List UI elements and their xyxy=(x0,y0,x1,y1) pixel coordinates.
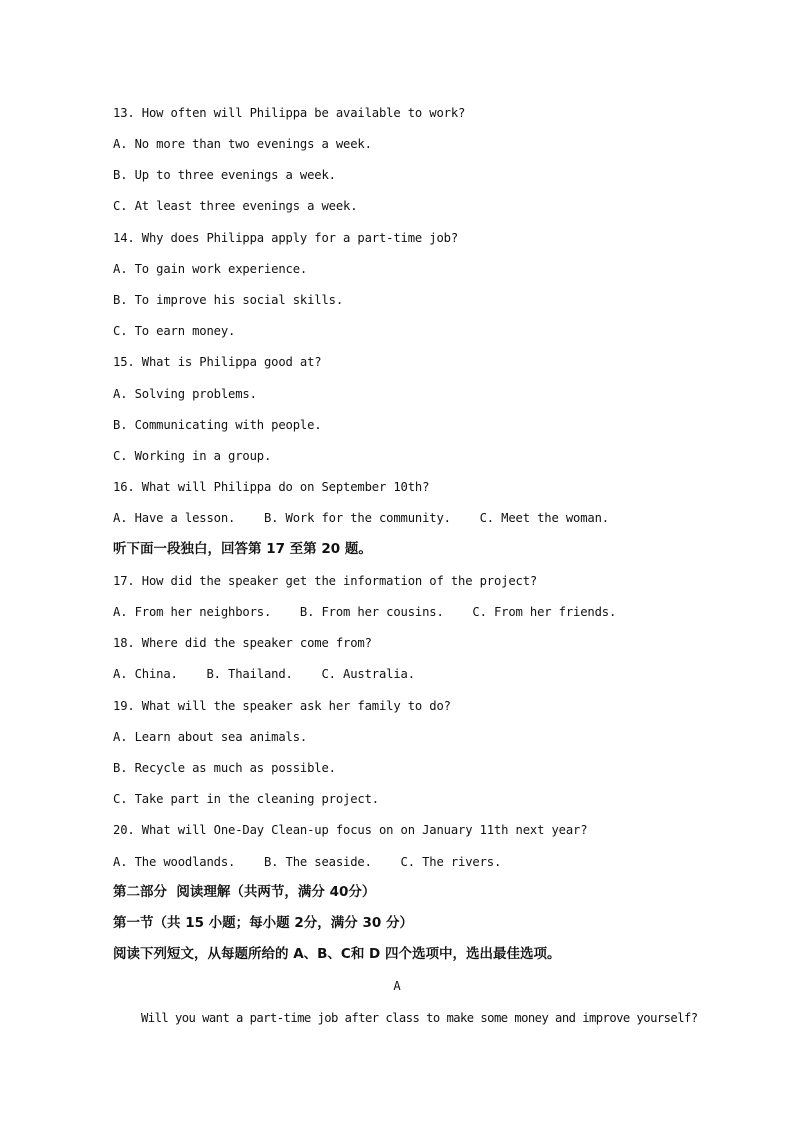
question-19-option-a: A. Learn about sea animals. xyxy=(113,730,308,744)
section1-heading: 第一节（共 15 小题；每小题 2分，满分 30 分） xyxy=(113,915,413,931)
question-18-stem: 18. Where did the speaker come from? xyxy=(113,636,372,650)
question-14-option-a: A. To gain work experience. xyxy=(113,262,308,276)
question-20-stem: 20. What will One-Day Clean-up focus on on January 11th next year? xyxy=(113,823,588,837)
question-14-stem: 14. Why does Philippa apply for a part-time job? xyxy=(113,231,458,245)
section-17-20-intro: 听下面一段独白，回答第 17 至第 20 题。 xyxy=(113,541,372,557)
question-15-option-c: C. Working in a group. xyxy=(113,449,272,463)
question-13-option-b: B. Up to three evenings a week. xyxy=(113,168,336,182)
question-18-options: A. China. B. Thailand. C. Australia. xyxy=(113,667,415,681)
question-15-option-a: A. Solving problems. xyxy=(113,387,257,401)
question-17-stem: 17. How did the speaker get the information of the project? xyxy=(113,574,538,588)
passage-first-line: Will you want a part-time job after class to make some money and improve yourself? xyxy=(141,1011,698,1025)
question-13-stem: 13. How often will Philippa be available to work? xyxy=(113,106,466,120)
question-14-option-b: B. To improve his social skills. xyxy=(113,293,343,307)
question-15-option-b: B. Communicating with people. xyxy=(113,418,322,432)
question-13-option-a: A. No more than two evenings a week. xyxy=(113,137,372,151)
reading-instruction: 阅读下列短文，从每题所给的 A、B、C和 D 四个选项中，选出最佳选项。 xyxy=(113,946,561,962)
question-20-options: A. The woodlands. B. The seaside. C. The rivers. xyxy=(113,855,502,869)
part2-heading: 第二部分 阅读理解（共两节，满分 40分） xyxy=(113,884,376,900)
question-19-option-c: C. Take part in the cleaning project. xyxy=(113,792,379,806)
passage-label: A xyxy=(393,979,401,993)
question-16-options: A. Have a lesson. B. Work for the community. C. Meet the woman. xyxy=(113,511,609,525)
question-13-option-c: C. At least three evenings a week. xyxy=(113,199,358,213)
question-19-option-b: B. Recycle as much as possible. xyxy=(113,761,336,775)
question-19-stem: 19. What will the speaker ask her family to do? xyxy=(113,699,451,713)
question-17-options: A. From her neighbors. B. From her cousins. C. From her friends. xyxy=(113,605,617,619)
question-15-stem: 15. What is Philippa good at? xyxy=(113,355,322,369)
question-16-stem: 16. What will Philippa do on September 10th? xyxy=(113,480,430,494)
question-14-option-c: C. To earn money. xyxy=(113,324,236,338)
